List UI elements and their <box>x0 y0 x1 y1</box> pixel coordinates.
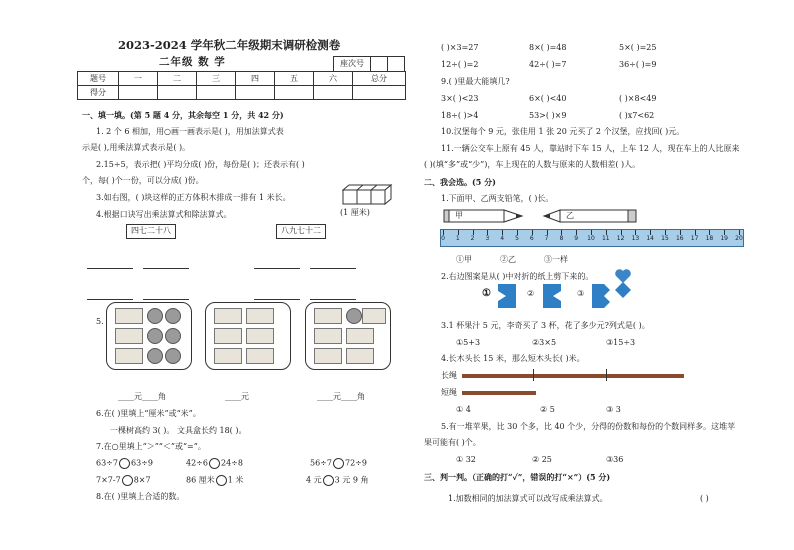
section-1-heading: 一、填一填。(第 5 题 4 分，其余每空 1 分，共 42 分) <box>82 110 284 120</box>
choice-question-2: 2.右边图案是从( )中对折的纸上剪下来的。 <box>441 272 594 281</box>
choice-option[interactable]: ②3×5 <box>532 338 557 347</box>
choice-option[interactable]: ③一样 <box>544 255 568 264</box>
fold-option-label[interactable]: ② <box>527 289 535 298</box>
question-1b: 示是( ),用乘法算式表示是( )。 <box>82 143 191 152</box>
compare-left: 63÷7 <box>96 458 118 468</box>
score-header: 三 <box>197 72 236 86</box>
choice-question-1: 1.下面甲、乙两支铅笔，( )长。 <box>441 194 554 203</box>
seat-number-box-2[interactable] <box>387 56 405 72</box>
ruler-number: 12 <box>616 235 625 242</box>
answer-line[interactable] <box>87 299 133 300</box>
compare-circle[interactable] <box>216 475 227 486</box>
fill-equation: 8×( )=48 <box>529 43 567 52</box>
rope-marker <box>533 369 534 381</box>
question-2b: 个，每( )个一份，可以分成( )份。 <box>82 176 204 185</box>
compare-item <box>186 475 243 486</box>
long-rope-label: 长绳 <box>441 371 457 380</box>
question-11a: 11.一辆公交车上原有 45 人，靠站时下车 15 人，上车 12 人，现在车上的人比原来 <box>441 144 740 153</box>
cube-blocks-icon <box>342 184 404 206</box>
question-4: 4.根据口诀写出乘法算式和除法算式。 <box>96 210 232 219</box>
money-panel-3 <box>305 302 391 370</box>
cube-size-note: (1 厘米) <box>340 208 370 217</box>
ruler-number: 4 <box>500 235 505 242</box>
choice-option[interactable]: ③15÷3 <box>606 338 636 347</box>
money-answer-2[interactable]: ____元 <box>225 392 249 401</box>
question-2a: 2.15÷5，表示把( )平均分成( )份，每份是( )；还表示有( ) <box>96 160 305 169</box>
ruler-number: 16 <box>675 235 684 242</box>
fill-equation: 5×( )=25 <box>619 43 657 52</box>
compare-item <box>96 458 153 469</box>
question-5: 5. <box>96 317 104 326</box>
inequality: ( )×8<49 <box>619 94 657 103</box>
page-title: 2023-2024 学年秋二年级期末调研检测卷 <box>118 38 341 52</box>
question-6-items: 一棵树高约 3( )。 文具盒长约 18( )。 <box>110 426 247 435</box>
ruler-number: 5 <box>515 235 519 242</box>
choice-option[interactable]: ② 5 <box>540 405 555 414</box>
score-cell[interactable] <box>314 86 353 100</box>
answer-line[interactable] <box>254 299 300 300</box>
compare-item <box>310 458 367 469</box>
choice-option[interactable]: ③ 3 <box>606 405 621 414</box>
score-header: 总分 <box>353 72 406 86</box>
ruler-number: 7 <box>544 235 549 242</box>
ruler-number: 11 <box>601 235 610 242</box>
question-1a: 1. 2 个 6 相加，用○画一画表示是( )，用加法算式表 <box>96 127 284 136</box>
compare-circle[interactable] <box>122 475 133 486</box>
score-cell[interactable] <box>236 86 275 100</box>
compare-left: 4 元 <box>306 475 322 485</box>
choice-question-5b: 果可能有( )个。 <box>424 438 481 447</box>
short-rope-bar <box>462 391 536 395</box>
fill-equation: 36÷( )=9 <box>619 60 657 69</box>
seat-number-label: 座次号 <box>333 56 371 72</box>
multiplication-rhyme-1: 四七二十八 <box>126 224 176 239</box>
answer-line[interactable] <box>254 268 300 269</box>
ruler-number: 8 <box>559 235 564 242</box>
score-cell[interactable] <box>119 86 158 100</box>
inequality: 53>( )×9 <box>529 111 567 120</box>
ruler-number: 9 <box>574 235 579 242</box>
compare-item <box>306 475 368 486</box>
score-cell[interactable] <box>353 86 406 100</box>
inequality: ( )x7<62 <box>619 111 655 120</box>
choice-question-4: 4.长木头长 15 米，那么短木头长( )米。 <box>441 354 585 363</box>
ruler-number: 20 <box>735 235 743 242</box>
money-answer-1[interactable]: ____元____角 <box>118 392 166 401</box>
ruler-number: 3 <box>485 235 490 242</box>
compare-item <box>186 458 243 469</box>
question-7: 7.在○里填上“＞”“＜”或“=”。 <box>96 442 206 451</box>
score-cell[interactable] <box>275 86 314 100</box>
pencil-label-b: 乙 <box>566 211 574 220</box>
multiplication-rhyme-2: 八九七十二 <box>276 224 326 239</box>
score-table <box>77 71 406 100</box>
fill-equation: 12÷( )=2 <box>441 60 479 69</box>
judge-question-1: 1.加数相同的加法算式可以改写成乘法算式。 <box>448 494 608 503</box>
rope-marker <box>606 369 607 381</box>
compare-right: 3 元 9 角 <box>334 475 369 485</box>
compare-left: 86 厘米 <box>186 475 215 485</box>
compare-right: 8×7 <box>133 475 151 485</box>
score-header: 四 <box>236 72 275 86</box>
score-cell[interactable] <box>158 86 197 100</box>
pencil-icon <box>542 208 638 224</box>
folded-shape-1-icon <box>496 283 518 309</box>
fold-option-label[interactable]: ① <box>482 288 491 299</box>
ruler-number: 10 <box>587 235 595 242</box>
long-rope-bar <box>462 374 684 378</box>
question-3: 3.如右图，( )块这样的正方体积木排成一排有 1 米长。 <box>96 193 291 202</box>
folded-shape-3-icon <box>590 283 612 309</box>
inequality: 6×( )<40 <box>529 94 567 103</box>
score-cell[interactable] <box>197 86 236 100</box>
compare-circle[interactable] <box>323 475 334 486</box>
answer-line[interactable] <box>143 299 189 300</box>
fill-equation: ( )×3=27 <box>441 43 479 52</box>
compare-left: 7×7-7 <box>96 475 121 485</box>
compare-right: 72÷9 <box>344 458 367 468</box>
compare-circle[interactable] <box>209 458 220 469</box>
compare-left: 42÷6 <box>186 458 208 468</box>
choice-option[interactable]: ①5+3 <box>456 338 481 347</box>
choice-question-3: 3.1 杯果汁 5 元，李奇买了 3 杯，花了多少元?列式是( )。 <box>441 321 650 330</box>
question-9: 9.( )里最大能填几? <box>441 77 510 86</box>
fill-equation: 42÷( )=7 <box>529 60 567 69</box>
choice-option[interactable]: ② 25 <box>532 455 552 464</box>
folded-shape-2-icon <box>541 283 563 309</box>
answer-line[interactable] <box>310 268 356 269</box>
fold-option-label[interactable]: ③ <box>577 289 585 298</box>
section-3-heading: 三、判一判。（正确的打“✓”，错误的打“×”）(5 分) <box>424 472 611 482</box>
short-rope-label: 短绳 <box>441 388 457 397</box>
choice-option[interactable]: ① 32 <box>456 455 476 464</box>
section-2-heading: 二、我会选。(5 分) <box>424 177 496 187</box>
score-header: 一 <box>119 72 158 86</box>
seat-number-box-1[interactable] <box>370 56 388 72</box>
money-answer-3[interactable]: ____元____角 <box>317 392 365 401</box>
answer-line[interactable] <box>310 299 356 300</box>
compare-circle[interactable] <box>119 458 130 469</box>
choice-option[interactable]: ②乙 <box>500 255 516 264</box>
ruler-number: 1 <box>455 235 460 242</box>
ruler-number: 6 <box>529 235 534 242</box>
compare-right: 63÷9 <box>130 458 153 468</box>
ruler-ticks <box>441 230 743 245</box>
pencil-label-a: 甲 <box>455 211 463 220</box>
question-10: 10.汉堡每个 9 元，张佳用 1 张 20 元买了 2 个汉堡，应找回( )元。 <box>441 127 685 136</box>
compare-item <box>96 475 151 486</box>
ruler-number: 13 <box>631 235 640 242</box>
score-header: 六 <box>314 72 353 86</box>
choice-option[interactable]: ①甲 <box>456 255 472 264</box>
money-panel-1 <box>106 302 192 370</box>
answer-line[interactable] <box>143 268 189 269</box>
score-header: 题号 <box>78 72 119 86</box>
ruler-number: 14 <box>646 235 655 242</box>
money-panel-2 <box>205 302 291 370</box>
score-header: 五 <box>275 72 314 86</box>
judge-answer-blank[interactable]: ( ) <box>700 494 709 503</box>
inequality: 18÷( )>4 <box>441 111 479 120</box>
question-6: 6.在( )里填上“厘米”或“米”。 <box>96 409 201 418</box>
choice-option[interactable]: ① 4 <box>456 405 471 414</box>
compare-right: 24÷8 <box>220 458 243 468</box>
inequality: 3×( )<23 <box>441 94 479 103</box>
answer-line[interactable] <box>87 268 133 269</box>
score-header: 二 <box>158 72 197 86</box>
ruler-number: 19 <box>720 235 729 242</box>
compare-left: 56÷7 <box>310 458 332 468</box>
choice-question-5a: 5.有一堆苹果，比 30 个多，比 40 个少，分得的份数和每份的个数同样多。这堆苹 <box>441 422 736 431</box>
score-row-label: 得分 <box>78 86 119 100</box>
compare-circle[interactable] <box>333 458 344 469</box>
ruler-number: 0 <box>441 235 445 242</box>
compare-right: 1 米 <box>227 475 244 485</box>
choice-option[interactable]: ③36 <box>606 455 624 464</box>
subject-subtitle: 二年级 数 学 <box>159 56 226 68</box>
question-11b: ( )(填“多”或“少”)，车上现在的人数与原来的人数相差( )人。 <box>424 160 641 169</box>
ruler-number: 15 <box>661 235 669 242</box>
ruler-number: 2 <box>470 235 475 242</box>
ruler-number: 18 <box>705 235 714 242</box>
ruler-number: 17 <box>690 235 699 242</box>
question-8: 8.在( )里填上合适的数。 <box>96 492 185 501</box>
diamond-shape-icon <box>614 281 632 299</box>
